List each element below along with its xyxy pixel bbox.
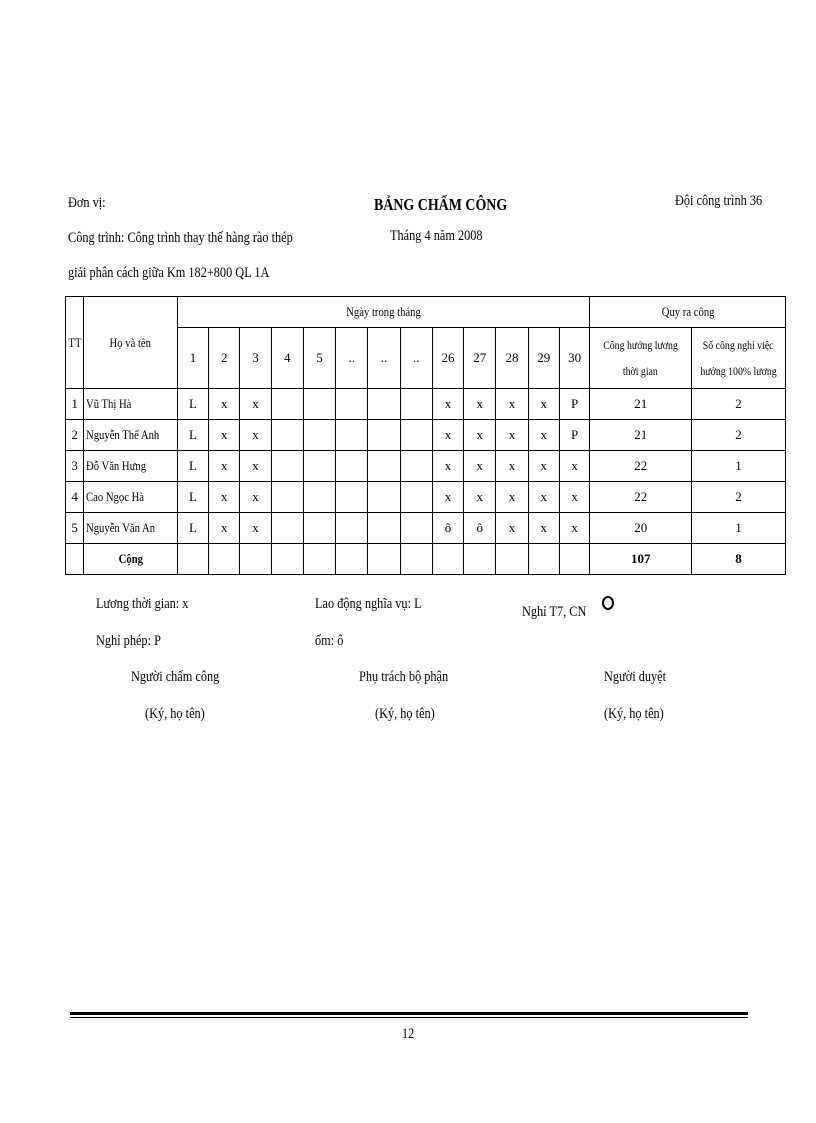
day-header: ..: [368, 328, 400, 389]
day-mark: [368, 513, 400, 544]
footer-rule-thin: [70, 1017, 748, 1018]
total-work-days: 107: [590, 544, 692, 575]
footer-rule-thick: [70, 1012, 748, 1015]
row-work-days: 20: [590, 513, 692, 544]
day-mark: x: [559, 482, 589, 513]
legend-leave: Nghỉ phép: P: [96, 633, 161, 649]
day-mark: [271, 420, 303, 451]
day-mark: [400, 451, 432, 482]
day-mark: x: [496, 482, 528, 513]
day-header: 26: [432, 328, 463, 389]
row-work-days: 22: [590, 451, 692, 482]
table-row: [66, 513, 786, 544]
day-mark: x: [240, 513, 271, 544]
total-label: Cộng: [84, 544, 178, 575]
legend-time-pay: Lương thời gian: x: [96, 596, 189, 612]
day-mark: [303, 513, 335, 544]
day-mark: [271, 482, 303, 513]
row-leave-days: 2: [692, 482, 786, 513]
row-leave-days: 2: [692, 420, 786, 451]
day-mark: x: [240, 482, 271, 513]
day-mark: [271, 513, 303, 544]
day-mark: x: [432, 482, 463, 513]
day-mark: L: [177, 482, 208, 513]
day-mark: L: [177, 513, 208, 544]
day-mark: x: [432, 451, 463, 482]
day-mark: [400, 389, 432, 420]
day-mark: x: [432, 420, 463, 451]
sign-note-timekeeper: (Ký, họ tên): [145, 706, 205, 722]
day-mark: ô: [464, 513, 496, 544]
day-mark: L: [177, 420, 208, 451]
day-mark: x: [209, 451, 240, 482]
day-mark: L: [177, 389, 208, 420]
day-mark: x: [496, 513, 528, 544]
row-work-days: 21: [590, 389, 692, 420]
day-mark: [336, 513, 368, 544]
day-mark: [336, 420, 368, 451]
day-mark: x: [528, 420, 559, 451]
day-mark: [368, 420, 400, 451]
row-tt: 2: [66, 420, 84, 451]
project-line-2: giải phân cách giữa Km 182+800 QL 1A: [68, 265, 270, 281]
day-mark: x: [209, 420, 240, 451]
day-header: 2: [209, 328, 240, 389]
day-mark: x: [496, 389, 528, 420]
header-paid-time-days: Công hưởng lương thời gian: [590, 328, 692, 389]
day-mark: x: [209, 513, 240, 544]
row-work-days: 22: [590, 482, 692, 513]
day-mark: x: [559, 513, 589, 544]
day-mark: x: [209, 389, 240, 420]
day-mark: x: [432, 389, 463, 420]
day-mark: [368, 451, 400, 482]
row-leave-days: 1: [692, 451, 786, 482]
signature-dept-head: Phụ trách bộ phận: [359, 669, 449, 685]
day-mark: [336, 482, 368, 513]
day-mark: x: [240, 451, 271, 482]
page-number: 12: [402, 1026, 415, 1042]
day-mark: [271, 389, 303, 420]
legend-weekend: Nghỉ T7, CN: [522, 596, 614, 621]
total-leave-days: 8: [692, 544, 786, 575]
day-header: 28: [496, 328, 528, 389]
day-mark: x: [240, 420, 271, 451]
header-summary-group: Quy ra công: [590, 297, 786, 328]
table-row: [66, 420, 786, 451]
signature-timekeeper: Người chấm công: [131, 669, 220, 685]
day-mark: x: [464, 389, 496, 420]
day-mark: x: [528, 451, 559, 482]
day-mark: L: [177, 451, 208, 482]
day-mark: x: [528, 482, 559, 513]
day-header: 4: [271, 328, 303, 389]
day-mark: [368, 389, 400, 420]
row-tt: 4: [66, 482, 84, 513]
legend-sick: ốm: ô: [315, 633, 344, 649]
day-header: 3: [240, 328, 271, 389]
table-row: [66, 451, 786, 482]
row-name: Cao Ngọc Hà: [84, 482, 178, 513]
row-tt: 5: [66, 513, 84, 544]
row-tt: 1: [66, 389, 84, 420]
month-label: Tháng 4 năm 2008: [390, 228, 483, 244]
row-leave-days: 2: [692, 389, 786, 420]
team-label: Đội công trình 36: [675, 193, 763, 209]
day-header: ..: [400, 328, 432, 389]
row-name: Nguyễn Văn An: [84, 513, 178, 544]
header-tt: TT: [66, 297, 84, 389]
unit-label: Đơn vị:: [68, 195, 106, 211]
weekend-circle-icon: [602, 596, 614, 610]
day-mark: P: [559, 420, 589, 451]
page-title: BẢNG CHẤM CÔNG: [374, 195, 508, 214]
day-mark: [303, 482, 335, 513]
day-mark: [303, 451, 335, 482]
day-header: 27: [464, 328, 496, 389]
signature-approver: Người duyệt: [604, 669, 667, 685]
project-line-1: Công trình: Công trình thay thế hàng rào thép: [68, 230, 293, 246]
sign-note-dept-head: (Ký, họ tên): [375, 706, 435, 722]
day-header: 29: [528, 328, 559, 389]
day-header: 1: [177, 328, 208, 389]
day-mark: x: [528, 389, 559, 420]
day-mark: P: [559, 389, 589, 420]
day-mark: [400, 420, 432, 451]
table-row: [66, 389, 786, 420]
day-header: 30: [559, 328, 589, 389]
row-name: Đỗ Văn Hưng: [84, 451, 178, 482]
row-name: Nguyễn Thế Anh: [84, 420, 178, 451]
row-tt: 3: [66, 451, 84, 482]
table-row: [66, 482, 786, 513]
sign-note-approver: (Ký, họ tên): [604, 706, 664, 722]
header-paid-leave-days: Số công nghỉ việc hưởng 100% lương: [692, 328, 786, 389]
day-mark: x: [496, 420, 528, 451]
day-mark: [271, 451, 303, 482]
day-mark: ô: [432, 513, 463, 544]
attendance-table: [65, 296, 786, 575]
day-mark: x: [559, 451, 589, 482]
header-days-group: Ngày trong tháng: [177, 297, 589, 328]
day-mark: [303, 389, 335, 420]
day-mark: [336, 389, 368, 420]
legend-duty-labor: Lao động nghĩa vụ: L: [315, 596, 422, 612]
day-mark: x: [240, 389, 271, 420]
day-header: ..: [336, 328, 368, 389]
day-mark: [336, 451, 368, 482]
total-tt-cell: [66, 544, 84, 575]
row-leave-days: 1: [692, 513, 786, 544]
row-name: Vũ Thị Hà: [84, 389, 178, 420]
day-mark: [400, 513, 432, 544]
day-mark: x: [464, 420, 496, 451]
header-name: Họ và tên: [84, 297, 178, 389]
row-work-days: 21: [590, 420, 692, 451]
day-header: 5: [303, 328, 335, 389]
day-mark: x: [464, 482, 496, 513]
day-mark: x: [528, 513, 559, 544]
day-mark: [400, 482, 432, 513]
day-mark: x: [209, 482, 240, 513]
day-mark: [368, 482, 400, 513]
day-mark: [303, 420, 335, 451]
day-mark: x: [464, 451, 496, 482]
day-mark: x: [496, 451, 528, 482]
